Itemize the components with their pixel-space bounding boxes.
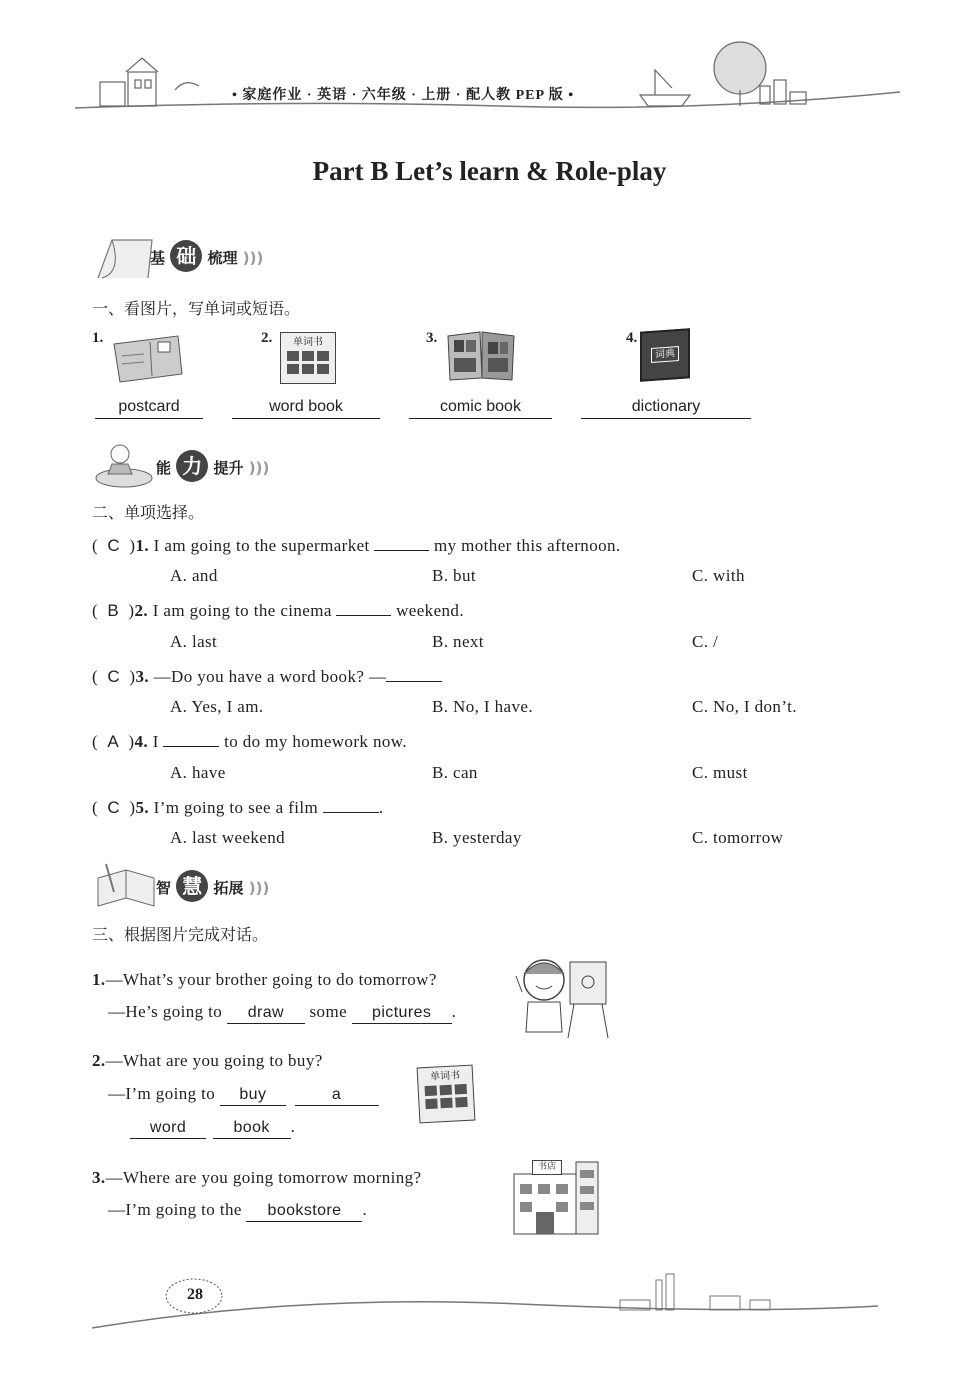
question-text: to do my homework now.	[224, 732, 407, 751]
answer-field[interactable]: book	[213, 1118, 291, 1139]
question-text: —What are you going to buy?	[105, 1051, 323, 1070]
answer-text: —He’s going to	[108, 1002, 223, 1021]
dialogue-question	[92, 1051, 323, 1071]
mc-answer[interactable]: C	[107, 536, 121, 555]
option-c[interactable]: C. must	[692, 763, 748, 782]
badge-char: 智	[156, 879, 172, 897]
dialogue-answer-cont	[130, 1117, 295, 1139]
option-b[interactable]: B. but	[432, 566, 476, 585]
answer-field[interactable]: bookstore	[246, 1201, 362, 1222]
question-text: .	[378, 798, 384, 817]
footer-decoration	[0, 1260, 979, 1340]
dialogue-question	[92, 970, 437, 990]
option-b[interactable]: B. can	[432, 763, 478, 782]
boat-and-tree-icon	[640, 42, 806, 106]
option-b[interactable]: B. yesterday	[432, 828, 522, 847]
answer-field[interactable]: comic book	[409, 396, 552, 419]
bookstore-building-icon	[510, 1160, 602, 1236]
option-a[interactable]: A. and	[170, 566, 218, 585]
badge-circle-char: 础	[170, 240, 202, 272]
dictionary-icon	[640, 328, 690, 381]
answer-field[interactable]: a	[295, 1085, 379, 1106]
badge-circle-char: 慧	[176, 870, 208, 902]
mc-answer[interactable]: C	[107, 798, 121, 817]
blank	[323, 796, 379, 813]
blank	[386, 665, 442, 682]
section-badge-ability: 能 力 提升 )))	[92, 440, 162, 496]
question-text: —Do you have a word book? —	[153, 667, 387, 686]
header-text: • 家庭作业 · 英语 · 六年级 · 上册 · 配人教 PEP 版 •	[232, 88, 575, 103]
option-a[interactable]: A. Yes, I am.	[170, 697, 264, 716]
part1-instruction: 一、看图片，写单词或短语。	[92, 299, 301, 318]
item-number: 3.	[426, 330, 438, 346]
question-number: 3.	[92, 1168, 106, 1187]
mc-question: ( B )2. I am going to the cinema weekend.	[92, 601, 464, 620]
badge-circle-char: 力	[176, 450, 208, 482]
question-text: my mother this afternoon.	[433, 536, 621, 555]
option-a[interactable]: A. last weekend	[170, 828, 286, 847]
part3-instruction: 三、根据图片完成对话。	[92, 925, 269, 944]
answer-text: —I’m going to the	[108, 1200, 242, 1219]
section-badge-basics: 基 础 梳理 )))	[92, 232, 162, 286]
question-text: weekend.	[396, 601, 464, 620]
answer-field[interactable]: buy	[220, 1085, 286, 1106]
badge-char: 提升	[213, 459, 244, 477]
question-text: I	[152, 732, 159, 751]
question-text: I’m going to see a film	[153, 798, 319, 817]
rocket-kid-icon	[92, 440, 162, 492]
question-text: —Where are you going tomorrow morning?	[105, 1168, 422, 1187]
badge-char: 基	[150, 249, 166, 267]
answer-text: .	[362, 1200, 368, 1219]
book-label: 单词书	[293, 337, 323, 348]
option-b[interactable]: B. next	[432, 632, 484, 651]
boy-drawing-icon	[508, 952, 612, 1040]
question-number: 1.	[135, 536, 149, 555]
blank	[374, 534, 429, 551]
answer-field[interactable]: draw	[227, 1003, 305, 1024]
question-number: 3.	[135, 667, 149, 686]
option-b[interactable]: B. No, I have.	[432, 697, 533, 716]
answer-field[interactable]: postcard	[95, 396, 203, 419]
postcard-icon	[110, 334, 185, 384]
answer-field[interactable]: word book	[232, 396, 380, 419]
dialogue-question	[92, 1168, 421, 1188]
mc-answer[interactable]: C	[107, 667, 121, 686]
section-badge-wisdom: 智 慧 拓展 )))	[92, 862, 162, 916]
question-text: I am going to the supermarket	[153, 536, 370, 555]
answer-text: .	[290, 1117, 296, 1136]
question-text: I am going to the cinema	[152, 601, 332, 620]
dialogue-answer	[108, 1200, 367, 1222]
mc-question: ( C )3. —Do you have a word book? —	[92, 665, 442, 687]
item-number: 4.	[626, 330, 638, 346]
question-number: 5.	[135, 798, 149, 817]
question-number: 2.	[92, 1051, 106, 1070]
mc-answer[interactable]: A	[107, 732, 120, 751]
badge-char: 拓展	[213, 879, 244, 897]
answer-text: —I’m going to	[108, 1084, 216, 1103]
book-label: 词典	[651, 346, 679, 363]
blank	[163, 730, 219, 747]
page-title: Part B Let’s learn & Role-play	[312, 156, 667, 186]
option-c[interactable]: C. No, I don’t.	[692, 697, 797, 716]
word-book-icon	[280, 332, 336, 384]
bookstore-sign: 书店	[532, 1160, 562, 1175]
question-number: 2.	[134, 601, 149, 620]
option-c[interactable]: C. /	[692, 632, 719, 651]
question-number: 4.	[134, 732, 149, 751]
question-number: 1.	[92, 970, 106, 989]
page-number: 28	[187, 1286, 203, 1303]
dialogue-answer	[108, 1084, 379, 1106]
answer-field[interactable]: pictures	[352, 1003, 452, 1024]
answer-text: .	[451, 1002, 457, 1021]
option-c[interactable]: C. tomorrow	[692, 828, 784, 847]
mc-answer[interactable]: B	[107, 601, 120, 620]
item-number: 2.	[261, 330, 273, 346]
option-c[interactable]: C. with	[692, 566, 745, 585]
mc-question: ( A )4. I to do my homework now.	[92, 732, 407, 751]
badge-char: 能	[156, 459, 172, 477]
answer-field[interactable]: word	[130, 1118, 206, 1139]
option-a[interactable]: A. last	[170, 632, 218, 651]
answer-field[interactable]: dictionary	[581, 396, 751, 419]
answer-text: some	[309, 1002, 348, 1021]
option-a[interactable]: A. have	[170, 763, 226, 782]
question-text: —What’s your brother going to do tomorrow?	[105, 970, 437, 989]
comic-book-icon	[444, 328, 520, 384]
dialogue-answer	[108, 1002, 456, 1024]
part2-instruction: 二、单项选择。	[92, 503, 205, 522]
book-label: 单词书	[429, 1070, 461, 1083]
word-book-icon	[417, 1065, 476, 1124]
badge-char: 梳理	[207, 249, 238, 267]
item-number: 1.	[92, 330, 104, 346]
house-sketch-icon	[100, 58, 199, 106]
books-pencils-icon	[92, 862, 162, 912]
mc-question: ( C )1. I am going to the supermarket my mother this afternoon.	[92, 536, 621, 555]
blank	[336, 599, 391, 616]
mc-question: ( C )5. I’m going to see a film .	[92, 798, 384, 817]
